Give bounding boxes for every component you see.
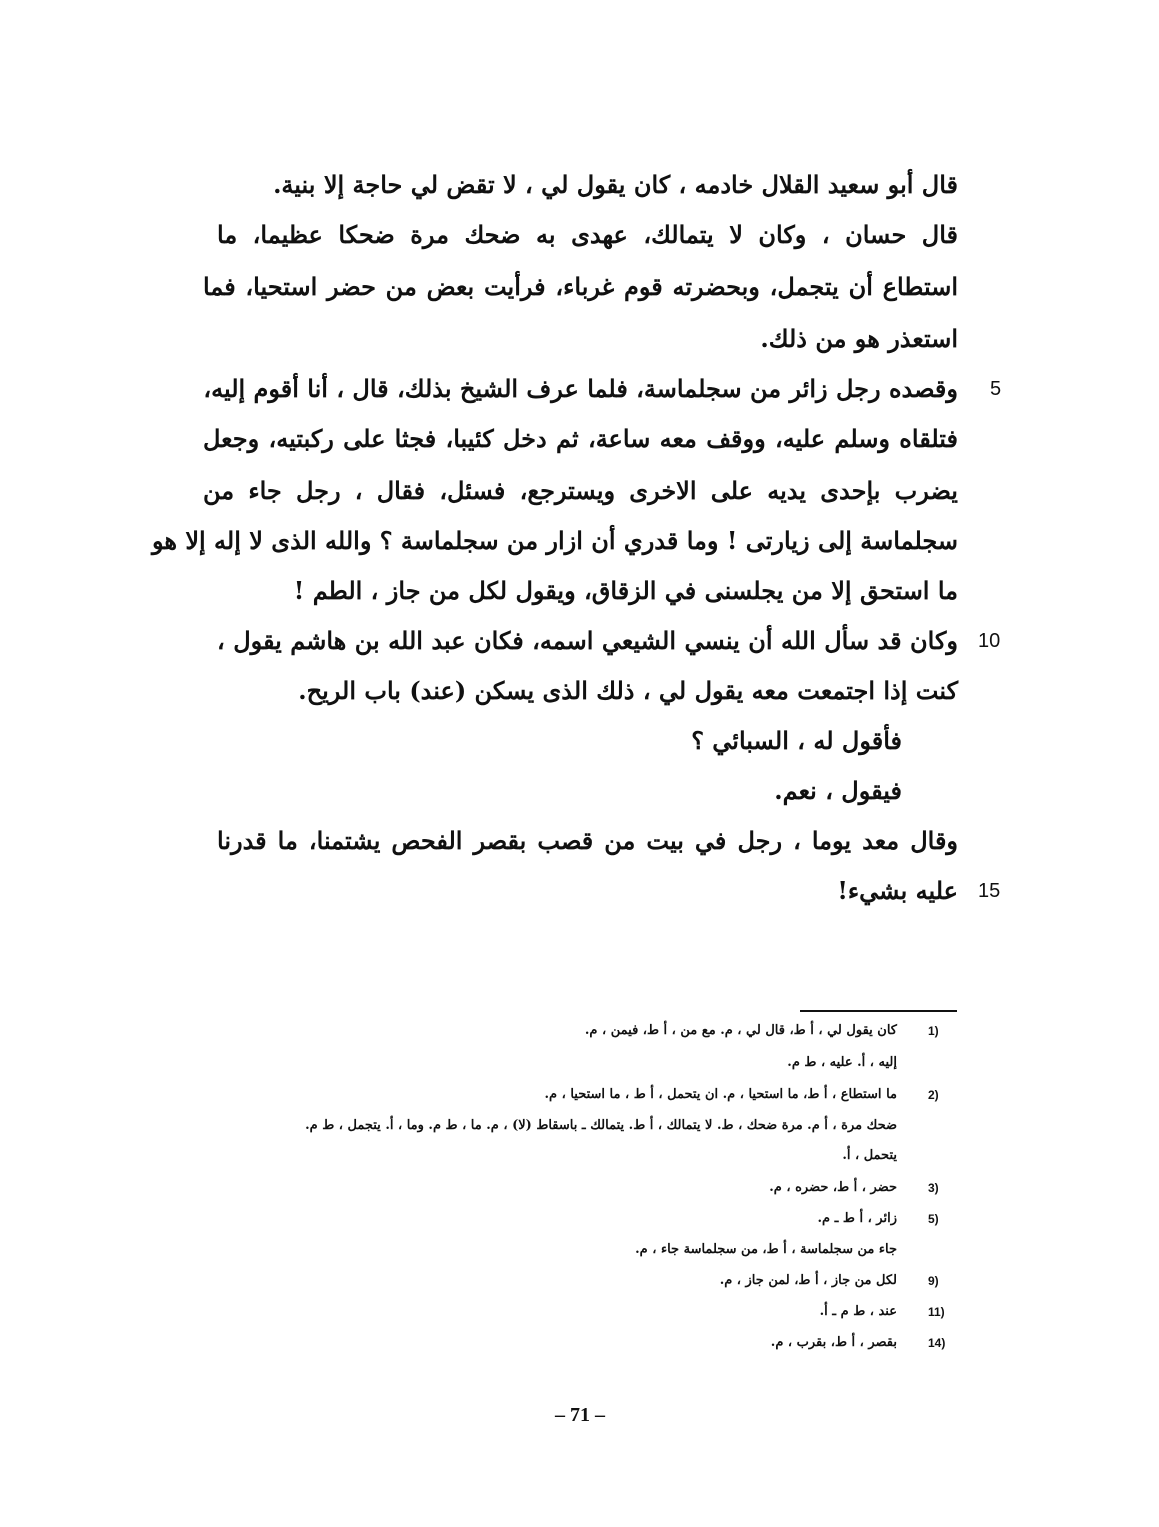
footnote-text: ما استطاع ، أ ط، ما استحيا ، م. ان يتحمل ، أ ط ، ما استحيا ، م. xyxy=(544,1087,897,1102)
footnote-number: 11) xyxy=(928,1305,945,1319)
text-line-7: يضرب بإحدى يديه على الاخرى ويسترجع، فسئل، فقال ، رجل جاء من xyxy=(203,476,958,505)
footnote-text: حضر ، أ ط، حضره ، م. xyxy=(769,1180,897,1195)
footnote-number: 5) xyxy=(928,1212,939,1226)
line-number-5: 5 xyxy=(990,378,1002,400)
footnote-text: كان يقول لي ، أ ط، قال لي ، م. مع من ، أ ط، فيمن ، م. xyxy=(584,1023,897,1038)
footnote-text: جاء من سجلماسة ، أ ط، من سجلماسة جاء ، م. xyxy=(635,1242,897,1257)
footnote-number: 3) xyxy=(928,1181,939,1195)
footnote-text: لكل من جاز ، أ ط، لمن جاز ، م. xyxy=(719,1273,897,1288)
text-line-2: قال حسان ، وكان لا يتمالك، عهدى به ضحك مرة ضحكا عظيما، ما xyxy=(217,220,958,249)
text-line-3: استطاع أن يتجمل، وبحضرته قوم غرباء، فرأيت بعض من حضر استحيا، فما xyxy=(203,272,958,301)
text-line-15: عليه بشيء! xyxy=(837,876,958,905)
footnote-number: 14) xyxy=(928,1336,946,1350)
footnote-text: زائر ، أ ط ـ م. xyxy=(817,1211,897,1226)
footnote-number: 1) xyxy=(928,1024,939,1038)
text-line-11: كنت إذا اجتمعت معه يقول لي ، ذلك الذى يسكن (عند) باب الريح. xyxy=(298,676,958,705)
line-number-15: 15 xyxy=(978,880,1001,902)
text-line-4: استعذر هو من ذلك. xyxy=(760,324,958,353)
footnote-separator xyxy=(800,1010,957,1012)
text-line-12: فأقول له ، السبائي ؟ xyxy=(691,726,902,755)
footnote-number: 2) xyxy=(928,1088,939,1102)
page-number: – 71 – xyxy=(555,1404,605,1426)
text-line-14: وقال معد يوما ، رجل في بيت من قصب بقصر الفحص يشتمنا، ما قدرنا xyxy=(217,826,958,855)
footnote-text: بقصر ، أ ط، بقرب ، م. xyxy=(770,1335,897,1350)
text-line-5: وقصده رجل زائر من سجلماسة، فلما عرف الشيخ بذلك، قال ، أنا أقوم إليه، xyxy=(203,374,958,403)
footnote-text: يتحمل ، أ. xyxy=(842,1148,897,1163)
footnote-text: ضحك مرة ، أ م. مرة ضحك ، ط. لا يتمالك ، أ ط. يتمالك ـ باسقاط (لا) ، م. ما ، ط م. وما ، أ. يتجمل ، ط م. xyxy=(305,1118,897,1133)
text-line-8: سجلماسة إلى زيارتى ! وما قدري أن ازار من سجلماسة ؟ والله الذى لا إله إلا هو xyxy=(151,526,958,555)
text-line-13: فيقول ، نعم. xyxy=(774,776,902,805)
footnote-text: إليه ، أ. عليه ، ط م. xyxy=(787,1055,897,1070)
text-line-6: فتلقاه وسلم عليه، ووقف معه ساعة، ثم دخل كئيبا، فجثا على ركبتيه، وجعل xyxy=(203,424,958,453)
footnote-text: عند ، ط م ـ أ. xyxy=(819,1304,897,1319)
text-line-9: ما استحق إلا من يجلسنى في الزقاق، ويقول لكل من جاز ، الطم ! xyxy=(293,576,958,605)
line-number-10: 10 xyxy=(978,630,1001,652)
text-line-1: قال أبو سعيد القلال خادمه ، كان يقول لي ، لا تقض لي حاجة إلا بنية. xyxy=(273,170,958,199)
text-line-10: وكان قد سأل الله أن ينسي الشيعي اسمه، فكان عبد الله بن هاشم يقول ، xyxy=(217,626,958,655)
footnote-number: 9) xyxy=(928,1274,939,1288)
